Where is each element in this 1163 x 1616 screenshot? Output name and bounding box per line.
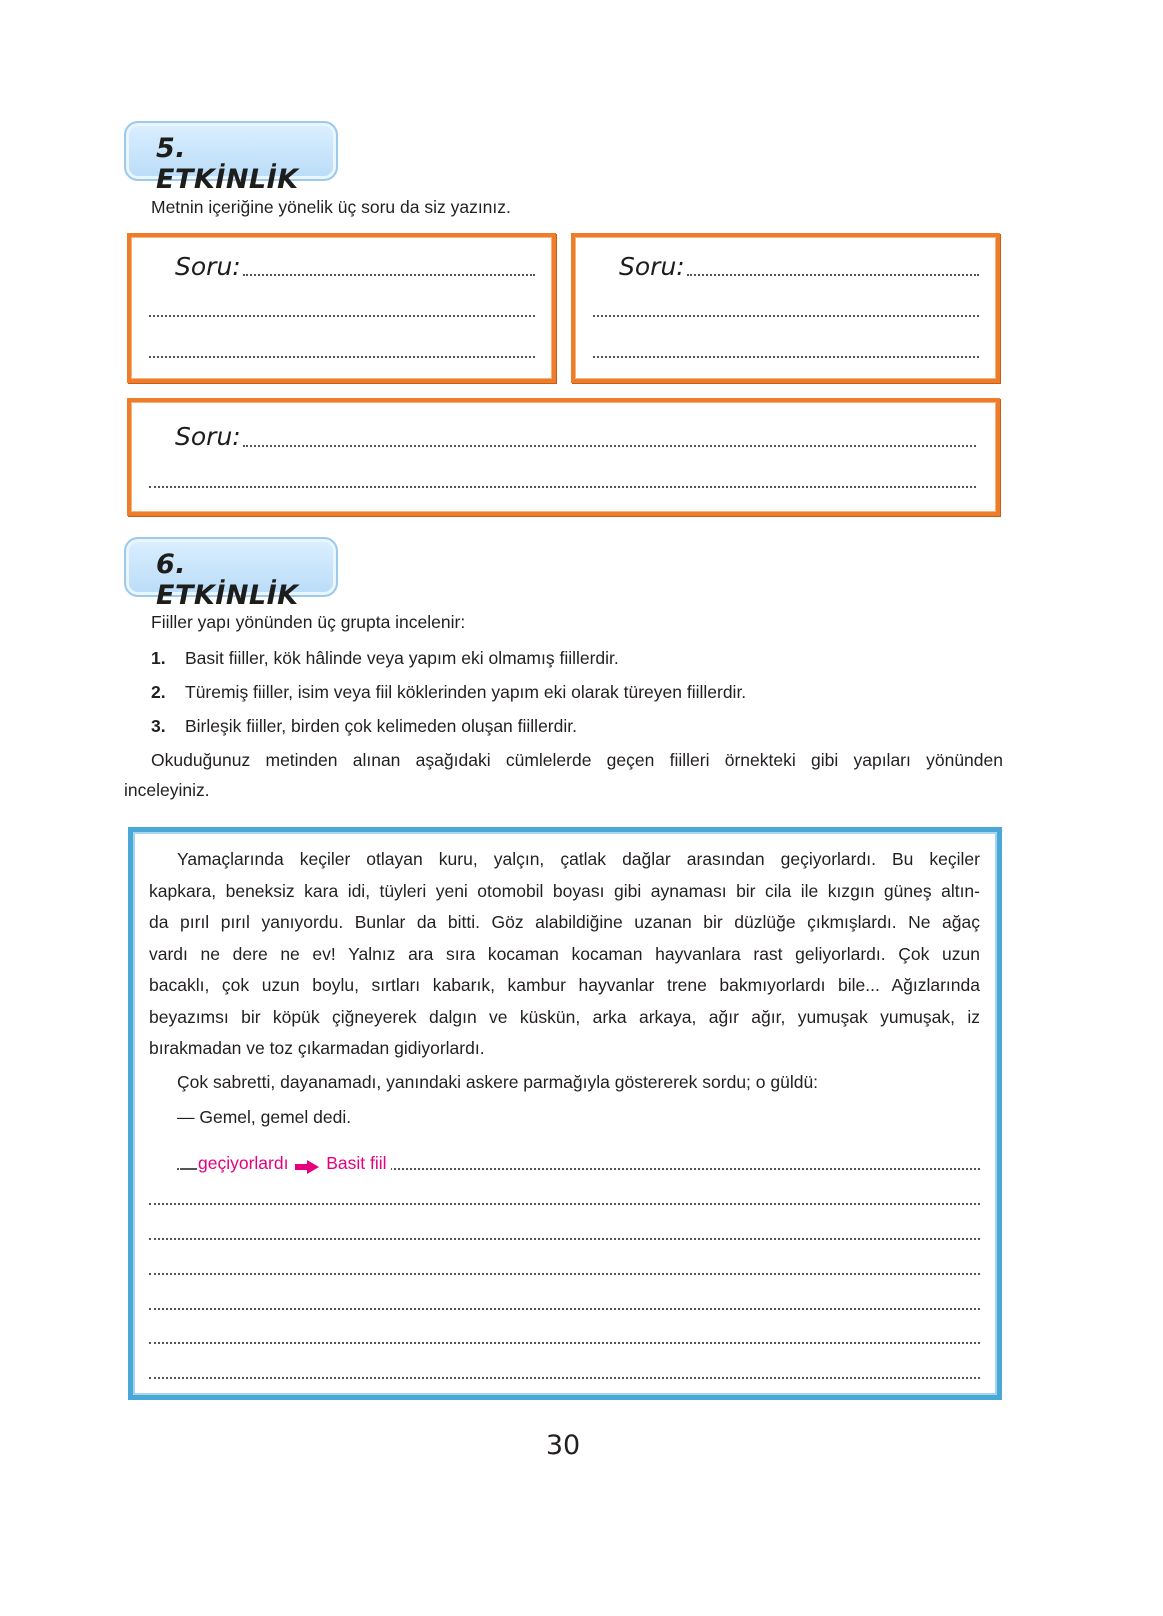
list-item-text: Türemiş fiiller, isim veya fiil köklerinden yapım eki olarak türeyen fiillerdir.: [185, 682, 747, 702]
answer-line[interactable]: [593, 315, 979, 317]
list-item: [151, 647, 619, 669]
answer-line[interactable]: [149, 1377, 980, 1379]
page-number: 30: [545, 1430, 581, 1461]
activity5-title: 5. ETKİNLİK: [156, 133, 299, 195]
answer-line[interactable]: [149, 486, 976, 488]
answer-line[interactable]: [149, 1273, 980, 1275]
passage-line: vardı ne dere ne ev! Yalnız ara sıra kocaman kocaman hayvanlara rast geliyorlardı. Çok uzun: [149, 943, 980, 964]
activity6-title-badge: [124, 537, 338, 611]
activity5-instruction: Metnin içeriğine yönelik üç soru da siz yazınız.: [151, 197, 511, 217]
answer-line[interactable]: [687, 274, 979, 276]
answer-line[interactable]: [149, 1203, 980, 1205]
question-box-3: [127, 398, 1000, 516]
example-verb: geçiyorlardı: [198, 1153, 289, 1173]
answer-line[interactable]: [593, 356, 979, 358]
passage-line: bacaklı, çok uzun boylu, sırtları kabarık, kambur hayvanlar trene bakmıyorlardı bile... Ağızlarında: [149, 975, 980, 995]
activity6-intro: Fiiller yapı yönünden üç grupta incelenir:: [151, 612, 466, 632]
list-item-text: Birleşik fiiller, birden çok kelimeden oluşan fiillerdir.: [185, 716, 577, 736]
passage-line: bırakmadan ve toz çıkarmadan gidiyorlardı.: [149, 1038, 485, 1058]
example-type: Basit fiil: [326, 1153, 387, 1173]
answer-line[interactable]: [149, 1308, 980, 1310]
soru-label-2: Soru:: [619, 252, 685, 281]
passage-paragraph: [149, 844, 980, 1065]
answer-line[interactable]: [149, 1238, 980, 1240]
soru-label-1: Soru:: [175, 252, 241, 281]
answer-line[interactable]: [149, 1342, 980, 1344]
answer-line[interactable]: [149, 315, 535, 317]
list-item-number: 3.: [151, 716, 166, 736]
list-item-number: 1.: [151, 648, 166, 668]
answer-line[interactable]: [177, 1168, 197, 1170]
passage-line-2: Çok sabretti, dayanamadı, yanındaki askere parmağıyla göstererek sordu; o güldü:: [177, 1072, 819, 1092]
task-instruction: [124, 745, 1003, 805]
answer-line[interactable]: [243, 274, 535, 276]
passage-line: da pırıl pırıl yanıyordu. Bunlar da bitti. Göz alabildiğine uzanan bir düzlüğe çıkmışlardı. Ne ağaç: [149, 912, 980, 932]
activity6-title: 6. ETKİNLİK: [156, 549, 299, 611]
list-item-number: 2.: [151, 682, 166, 702]
passage-line: kapkara, beneksiz kara idi, tüyleri yeni otomobil boyası gibi aynaması bir cila ile kızgın güneş altın-: [149, 880, 980, 901]
passage-line: Yamaçlarında keçiler otlayan kuru, yalçın, çatlak dağlar arasından geçiyorlardı. Bu keçiler: [177, 849, 980, 869]
list-item-text: Basit fiiller, kök hâlinde veya yapım eki olmamış fiillerdir.: [185, 648, 619, 668]
passage-line-3: — Gemel, gemel dedi.: [177, 1107, 352, 1127]
passage-line: beyazımsı bir köpük çiğneyerek dalgın ve küskün, arka arkaya, ağır ağır, yumuşak yumuşak, iz: [149, 1006, 980, 1027]
task-line-1: Okuduğunuz metinden alınan aşağıdaki cümlelerde geçen fiilleri örnekteki gibi yapıları yönünden: [151, 750, 1003, 770]
arrow-right-icon: [295, 1157, 319, 1171]
answer-line[interactable]: [149, 356, 535, 358]
soru-label-3: Soru:: [175, 422, 241, 451]
task-line-2: inceleyiniz.: [124, 780, 210, 800]
list-item: [151, 681, 746, 703]
list-item: [151, 715, 577, 737]
example-answer: [198, 1152, 391, 1174]
answer-line[interactable]: [243, 445, 976, 447]
activity5-title-badge: [124, 121, 338, 195]
